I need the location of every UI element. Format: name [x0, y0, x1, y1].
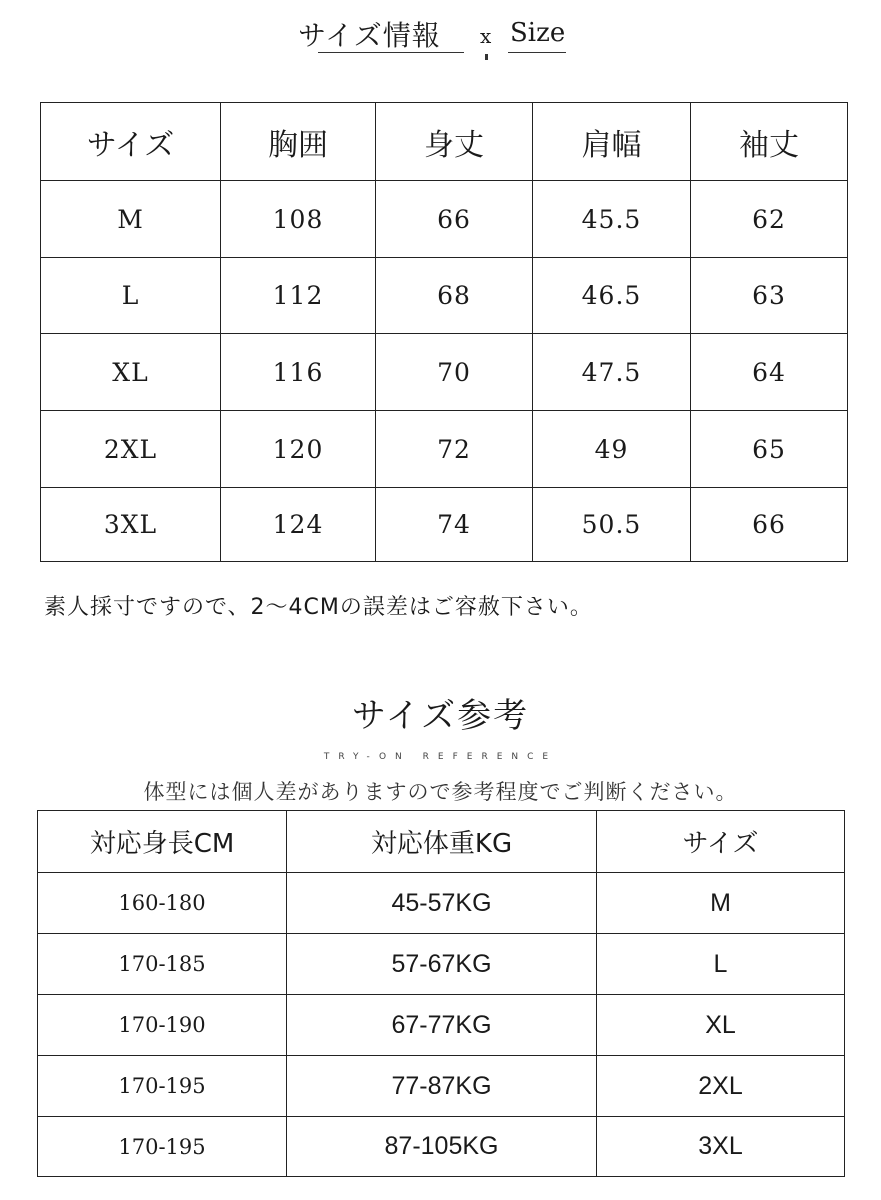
- table-row: [38, 1117, 845, 1177]
- size-reference-subtitle: TRY-ON REFERENCE: [323, 752, 558, 762]
- size-info-title-jp: サイズ情報: [298, 19, 441, 52]
- header-length: 身丈: [376, 103, 533, 181]
- cell-chest: 120: [221, 411, 376, 488]
- cell-shoulder: 49: [533, 411, 691, 488]
- cell-size: L: [41, 258, 221, 334]
- header-size: サイズ: [41, 103, 221, 181]
- cell-length: 74: [376, 488, 533, 562]
- cell-sleeve: 62: [691, 181, 848, 258]
- cell-weight: 67-77KG: [287, 995, 597, 1056]
- cell-height: 170-185: [38, 934, 287, 995]
- title-underline: [318, 52, 464, 53]
- size-info-title-en: Size: [510, 18, 566, 48]
- cell-weight: 45-57KG: [287, 873, 597, 934]
- cell-shoulder: 50.5: [533, 488, 691, 562]
- cell-length: 66: [376, 181, 533, 258]
- table-row: [38, 934, 845, 995]
- table-row: [41, 258, 848, 334]
- measurement-note: 素人採寸ですので、2～4CMの誤差はご容赦下さい。: [44, 595, 593, 620]
- cell-height: 160-180: [38, 873, 287, 934]
- cell-size: M: [41, 181, 221, 258]
- cell-chest: 124: [221, 488, 376, 562]
- size-reference-table: [37, 810, 845, 1177]
- size-info-table: [40, 102, 848, 562]
- table-row: [41, 411, 848, 488]
- cell-weight: 87-105KG: [287, 1117, 597, 1177]
- size-reference-note: 体型には個人差がありますので参考程度でご判断ください。: [143, 780, 738, 804]
- cell-size: M: [597, 873, 845, 934]
- cell-length: 70: [376, 334, 533, 411]
- cell-weight: 57-67KG: [287, 934, 597, 995]
- table-row: [41, 488, 848, 562]
- size-info-title: [0, 14, 881, 54]
- cell-chest: 108: [221, 181, 376, 258]
- size-info-title-x: x: [480, 24, 492, 48]
- table-row: [41, 334, 848, 411]
- table-row: [38, 1056, 845, 1117]
- cell-chest: 116: [221, 334, 376, 411]
- cell-height: 170-190: [38, 995, 287, 1056]
- cell-shoulder: 45.5: [533, 181, 691, 258]
- cell-height: 170-195: [38, 1056, 287, 1117]
- table-row: [41, 181, 848, 258]
- cell-size: XL: [41, 334, 221, 411]
- cell-length: 72: [376, 411, 533, 488]
- header-weight: 対応体重KG: [287, 811, 597, 873]
- cell-chest: 112: [221, 258, 376, 334]
- header-shoulder: 肩幅: [533, 103, 691, 181]
- cell-shoulder: 46.5: [533, 258, 691, 334]
- cell-sleeve: 64: [691, 334, 848, 411]
- cell-size: L: [597, 934, 845, 995]
- table-row: [38, 873, 845, 934]
- cell-sleeve: 65: [691, 411, 848, 488]
- cell-size: 3XL: [41, 488, 221, 562]
- cell-size: 2XL: [597, 1056, 845, 1117]
- title-divider-mark: [485, 54, 488, 60]
- cell-length: 68: [376, 258, 533, 334]
- header-height: 対応身長CM: [38, 811, 287, 873]
- cell-shoulder: 47.5: [533, 334, 691, 411]
- header-sleeve: 袖丈: [691, 103, 848, 181]
- cell-sleeve: 63: [691, 258, 848, 334]
- cell-weight: 77-87KG: [287, 1056, 597, 1117]
- table-header-row: [38, 811, 845, 873]
- table-header-row: [41, 103, 848, 181]
- size-reference-title: サイズ参考: [351, 696, 530, 736]
- header-chest: 胸囲: [221, 103, 376, 181]
- cell-size: 3XL: [597, 1117, 845, 1177]
- cell-size: 2XL: [41, 411, 221, 488]
- title-underline: [508, 52, 566, 53]
- cell-size: XL: [597, 995, 845, 1056]
- cell-height: 170-195: [38, 1117, 287, 1177]
- header-size: サイズ: [597, 811, 845, 873]
- cell-sleeve: 66: [691, 488, 848, 562]
- table-row: [38, 995, 845, 1056]
